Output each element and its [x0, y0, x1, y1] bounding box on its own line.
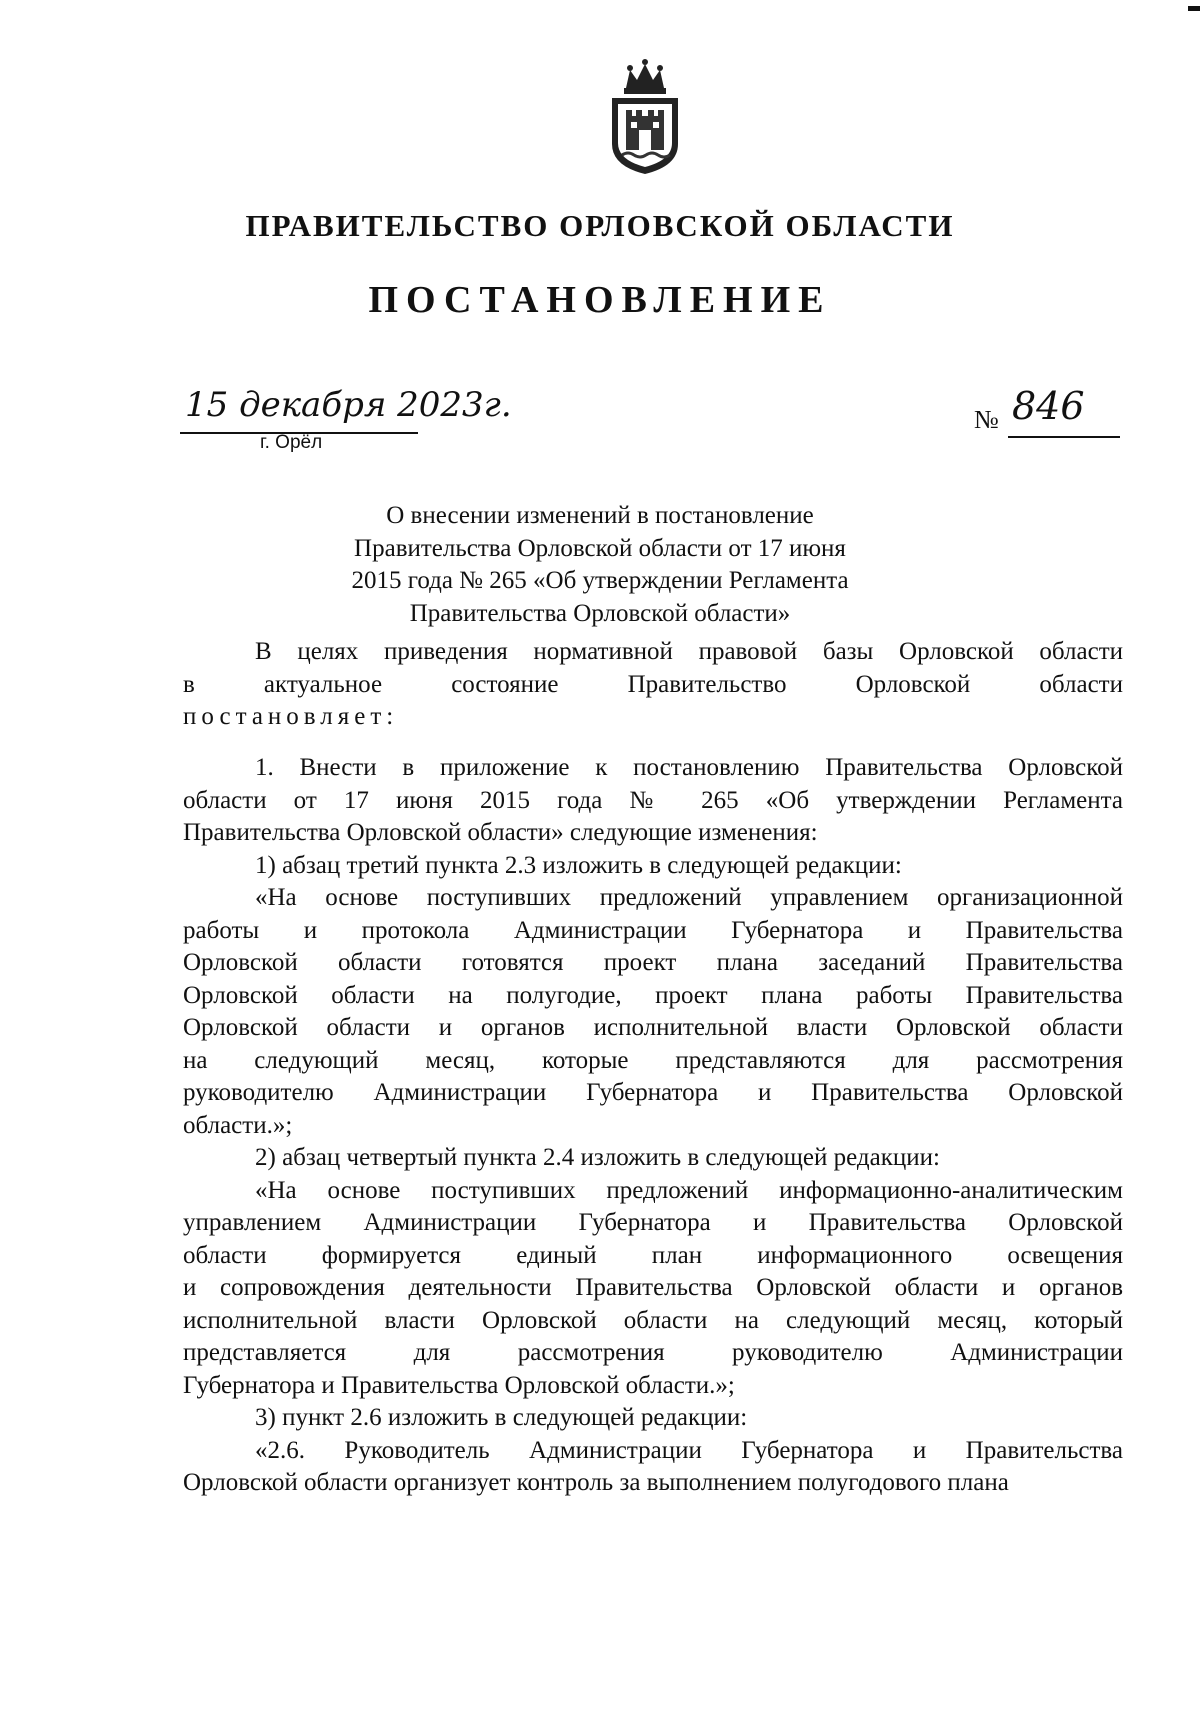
body-line: Орловской области готовятся проект плана заседаний Правительства [183, 949, 1123, 976]
preamble-word: актуальное [263, 670, 383, 698]
body-line: области.»; [183, 1111, 293, 1139]
coat-of-arms-icon [604, 58, 686, 176]
body-line: «На основе поступивших предложений управлением организационной [255, 884, 1123, 911]
body-line: Орловской области и органов исполнительной власти Орловской области [183, 1014, 1123, 1041]
body-line: области формируется единый план информационного освещения [183, 1241, 1123, 1269]
body-line: 2) абзац четвертый пункта 2.4 изложить в следующей редакции: [255, 1144, 940, 1171]
body-line: 1) абзац третий пункта 2.3 изложить в следующей редакции: [255, 851, 902, 879]
body-line: Орловской области организует контроль за выполнением полугодового плана [183, 1469, 1009, 1496]
preamble-line [183, 669, 1123, 702]
body-line: «2.6. Руководитель Администрации Губернатора и Правительства [255, 1436, 1123, 1464]
body-line: работы и протокола Администрации Губернатора и Правительства [183, 916, 1123, 944]
scan-corner-mark [1188, 6, 1200, 11]
organization-title: ПРАВИТЕЛЬСТВО ОРЛОВСКОЙ ОБЛАСТИ [245, 208, 955, 243]
body-line: 3) пункт 2.6 изложить в следующей редакции: [255, 1404, 748, 1431]
body-line: управлением Администрации Губернатора и Правительства Орловской [183, 1209, 1123, 1236]
document-type-title: ПОСТАНОВЛЕНИЕ [368, 279, 832, 321]
number-sign: № [974, 405, 999, 434]
preamble-word: области [1039, 670, 1123, 698]
body-line: представляется для рассмотрения руководителю Администрации [183, 1339, 1123, 1366]
body-line: Правительства Орловской области» следующие изменения: [183, 819, 818, 846]
body-line: 1. Внести в приложение к постановлению Правительства Орловской [255, 754, 1123, 781]
subject-line: Правительства Орловской области» [409, 599, 791, 627]
subject-line: Правительства Орловской области от 17 июня [354, 534, 846, 562]
number-underline [1008, 436, 1120, 438]
body-line: и сопровождения деятельности Правительства Орловской области и органов [183, 1274, 1123, 1301]
document-subject [300, 500, 900, 630]
preamble-word: Правительство [627, 670, 787, 698]
body-line: на следующий месяц, которые представляются для рассмотрения [183, 1046, 1123, 1074]
body-line: руководителю Администрации Губернатора и Правительства Орловской [183, 1079, 1123, 1106]
body-line: «На основе поступивших предложений информационно-аналитическим [255, 1176, 1123, 1204]
body-line: Губернатора и Правительства Орловской области.»; [183, 1371, 735, 1399]
preamble [183, 636, 1123, 734]
preamble-word: в [183, 670, 195, 698]
document-date: 15 декабря 2023г. [185, 385, 512, 425]
subject-line: 2015 года № 265 «Об утверждении Регламента [351, 567, 849, 594]
preamble-line: постановляет: [183, 703, 399, 730]
subject-line: О внесении изменений в постановление [386, 502, 814, 529]
document-number: 846 [1012, 384, 1085, 428]
body-line: области от 17 июня 2015 года № 265 «Об утверждении Регламента [183, 786, 1123, 814]
document-city: г. Орёл [260, 432, 323, 453]
preamble-line: В целях приведения нормативной правовой базы Орловской области [255, 638, 1123, 665]
preamble-word: Орловской [855, 670, 971, 698]
preamble-word: состояние [451, 670, 559, 698]
body-line: исполнительной власти Орловской области на следующий месяц, который [183, 1306, 1123, 1334]
document-body [183, 752, 1123, 1500]
body-line: Орловской области на полугодие, проект плана работы Правительства [183, 981, 1123, 1009]
